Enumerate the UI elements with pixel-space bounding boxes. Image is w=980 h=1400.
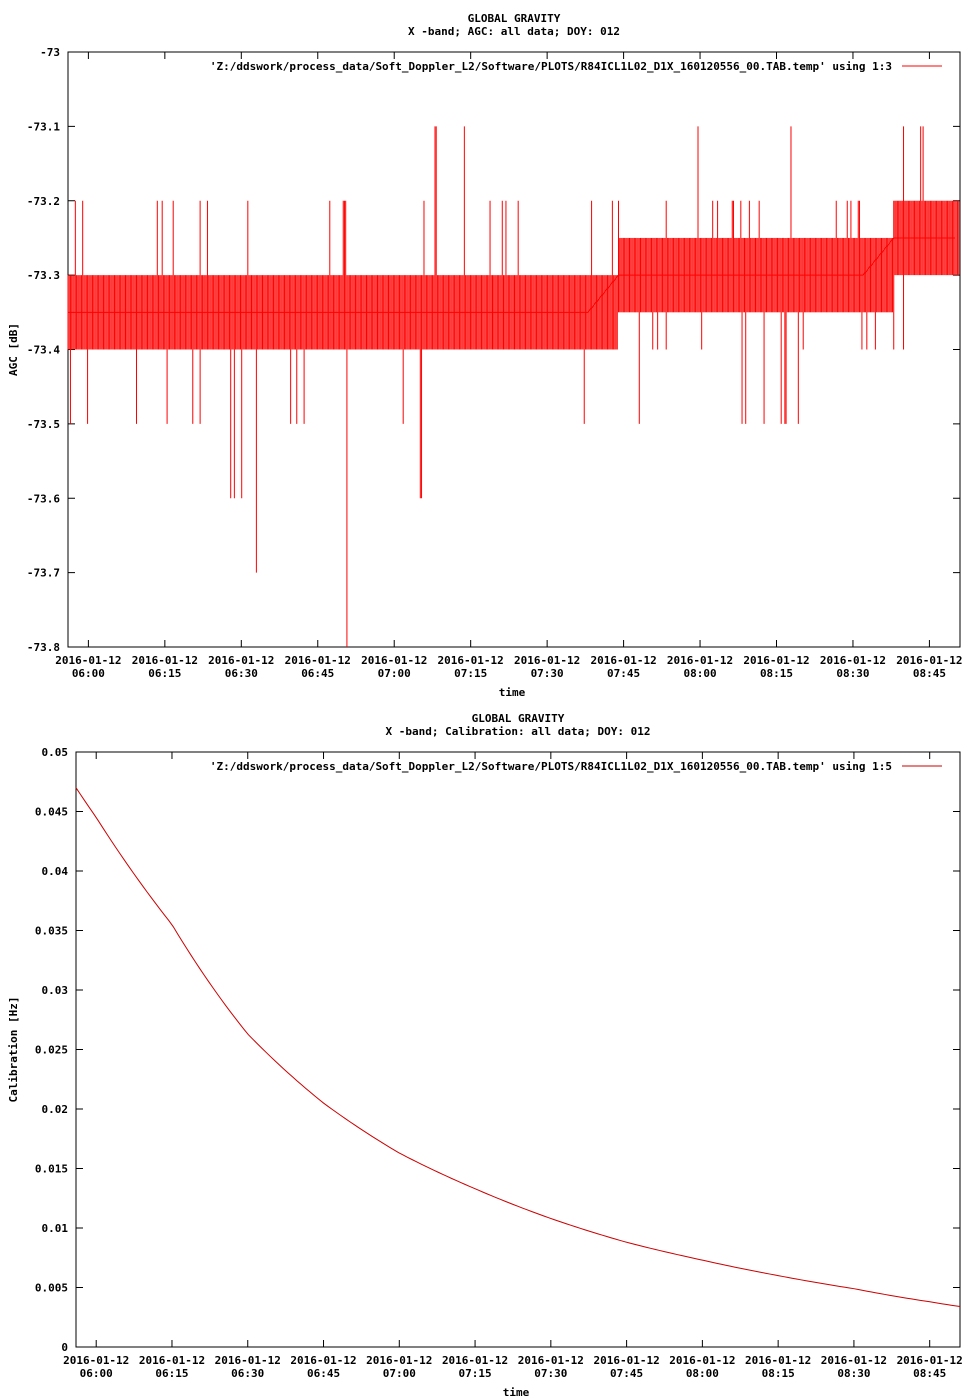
calibration-chart [0, 700, 980, 1400]
x-tick-time: 06:45 [306, 1367, 341, 1380]
y-tick-label: 0.05 [41, 746, 68, 759]
x-tick-time: 08:45 [912, 667, 946, 680]
x-tick-time: 06:15 [148, 667, 182, 680]
x-tick-date: 2016-01-12 [208, 654, 275, 667]
chart-subtitle: X -band; AGC: all data; DOY: 012 [408, 25, 620, 38]
x-tick-time: 08:15 [761, 1367, 795, 1380]
x-tick-date: 2016-01-12 [131, 654, 198, 667]
x-tick-date: 2016-01-12 [820, 1354, 888, 1367]
plot-frame [76, 752, 960, 1347]
x-tick-time: 07:15 [454, 667, 488, 680]
x-tick-date: 2016-01-12 [290, 1354, 357, 1367]
y-tick-label: 0 [61, 1341, 68, 1354]
x-tick-date: 2016-01-12 [437, 654, 504, 667]
x-tick-date: 2016-01-12 [214, 1354, 281, 1367]
x-tick-time: 06:00 [79, 1367, 113, 1380]
x-tick-date: 2016-01-12 [366, 1354, 433, 1367]
y-tick-label: -73.8 [26, 641, 60, 654]
x-tick-date: 2016-01-12 [55, 654, 122, 667]
chart-title: GLOBAL GRAVITY [467, 12, 561, 25]
chart-subtitle: X -band; Calibration: all data; DOY: 012 [385, 725, 651, 738]
x-tick-time: 06:30 [224, 667, 258, 680]
y-tick-label: -73.4 [26, 343, 60, 357]
y-tick-label: -73.2 [26, 194, 60, 208]
x-tick-time: 08:45 [913, 1367, 947, 1380]
legend-label: 'Z:/ddswork/process_data/Soft_Doppler_L2/Software/PLOTS/R84ICL1L02_D1X_160120556_00.TAB.temp' using 1:5 [209, 760, 892, 773]
y-tick-label: 0.005 [34, 1281, 68, 1295]
x-tick-time: 08:15 [759, 667, 794, 680]
y-tick-label: -73.5 [26, 417, 60, 431]
x-tick-time: 06:45 [301, 667, 335, 680]
x-axis-label: time [502, 1386, 530, 1399]
y-tick-label: 0.01 [41, 1222, 68, 1235]
x-tick-date: 2016-01-12 [514, 654, 581, 667]
x-tick-date: 2016-01-12 [284, 654, 351, 667]
x-tick-date: 2016-01-12 [593, 1354, 660, 1367]
x-tick-time: 06:15 [155, 1367, 189, 1380]
x-tick-date: 2016-01-12 [63, 1354, 130, 1367]
x-tick-date: 2016-01-12 [669, 1354, 736, 1367]
y-tick-label: 0.03 [41, 984, 68, 997]
x-tick-time: 07:15 [458, 1367, 492, 1380]
x-tick-time: 07:45 [610, 1367, 644, 1380]
x-axis-label: time [498, 686, 526, 699]
y-tick-label: -73.6 [26, 492, 60, 506]
x-tick-time: 07:00 [382, 1367, 416, 1380]
x-tick-time: 07:30 [530, 667, 564, 680]
y-axis-label: AGC [dB] [7, 323, 20, 376]
y-tick-label: 0.015 [34, 1162, 68, 1176]
y-tick-label: -73.3 [26, 269, 60, 283]
y-tick-label: -73.1 [26, 120, 60, 134]
x-tick-date: 2016-01-12 [517, 1354, 584, 1367]
agc-series [68, 126, 959, 647]
y-tick-label: -73.7 [26, 566, 60, 580]
x-tick-date: 2016-01-12 [666, 654, 734, 667]
x-tick-date: 2016-01-12 [441, 1354, 509, 1367]
x-tick-time: 07:45 [607, 667, 641, 680]
x-tick-date: 2016-01-12 [745, 1354, 812, 1367]
x-tick-date: 2016-01-12 [590, 654, 657, 667]
x-tick-time: 06:00 [71, 667, 105, 680]
y-tick-label: 0.04 [41, 865, 68, 878]
x-tick-time: 08:30 [836, 667, 870, 680]
legend-label: 'Z:/ddswork/process_data/Soft_Doppler_L2/Software/PLOTS/R84ICL1L02_D1X_160120556_00.TAB.temp' using 1:3 [209, 60, 892, 73]
y-tick-label: 0.035 [34, 924, 68, 938]
x-tick-date: 2016-01-12 [361, 654, 428, 667]
x-tick-time: 08:00 [683, 667, 717, 680]
y-tick-label: -73 [40, 46, 60, 59]
x-tick-date: 2016-01-12 [896, 1354, 963, 1367]
x-tick-date: 2016-01-12 [743, 654, 810, 667]
x-tick-time: 07:30 [534, 1367, 568, 1380]
y-tick-label: 0.02 [41, 1103, 68, 1116]
x-tick-date: 2016-01-12 [138, 1354, 206, 1367]
x-tick-time: 06:30 [231, 1367, 265, 1380]
x-tick-time: 08:30 [837, 1367, 871, 1380]
y-axis-label: Calibration [Hz] [7, 996, 20, 1103]
x-tick-time: 08:00 [685, 1367, 719, 1380]
y-tick-label: 0.025 [34, 1043, 68, 1057]
x-tick-date: 2016-01-12 [819, 654, 887, 667]
x-tick-time: 07:00 [377, 667, 411, 680]
x-tick-date: 2016-01-12 [896, 654, 963, 667]
y-tick-label: 0.045 [34, 805, 68, 819]
chart-title: GLOBAL GRAVITY [471, 712, 565, 725]
calibration-line [76, 788, 960, 1307]
